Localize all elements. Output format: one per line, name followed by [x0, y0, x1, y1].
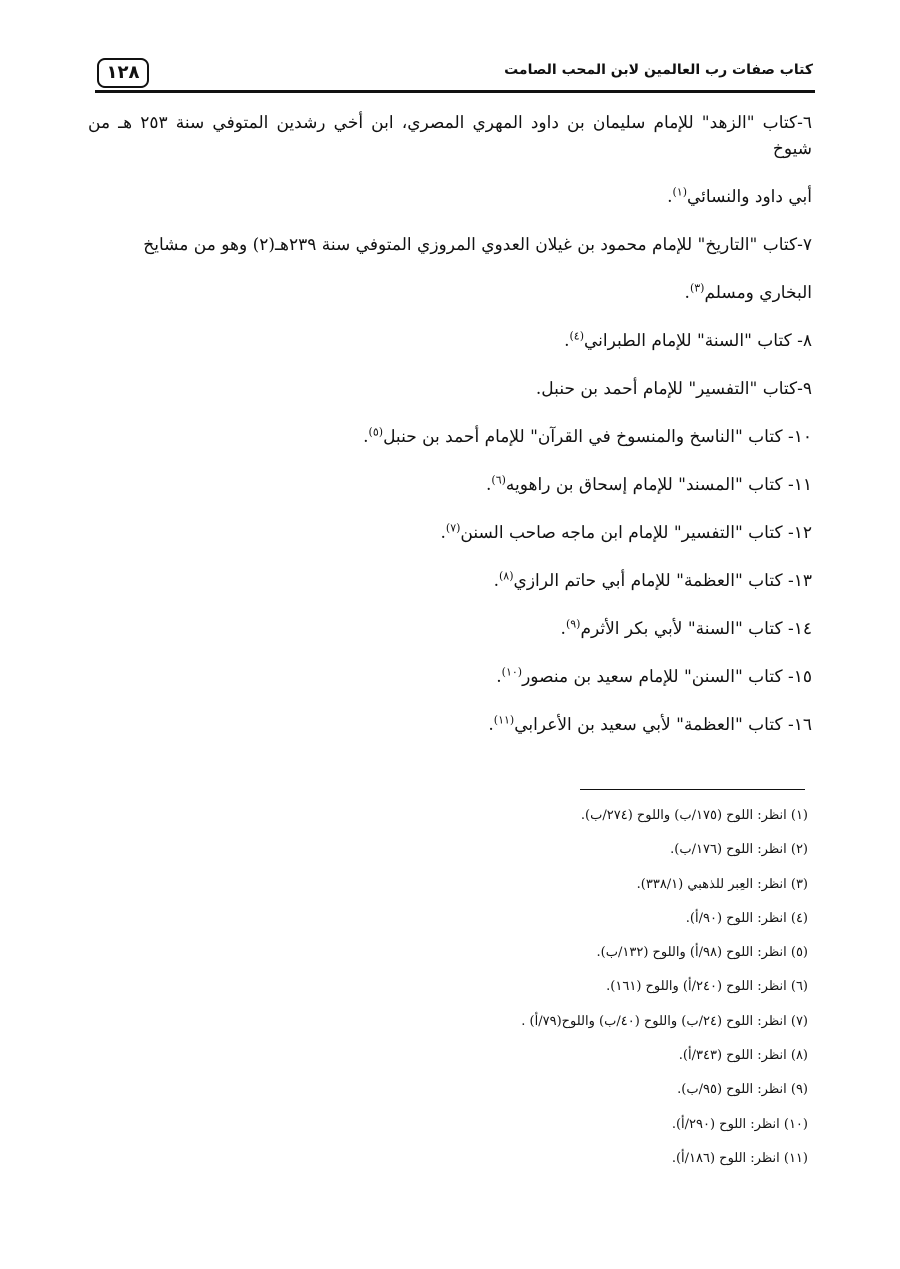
- sentence-end: .: [684, 283, 690, 303]
- list-item-line: ١٠- كتاب "الناسخ والمنسوخ في القرآن" للإمام أحمد بن حنبل$^{(٥)}$.: [363, 425, 812, 447]
- footnote: (٥) انظر: اللوح (٩٨/أ) واللوح (١٣٢/ب).: [596, 945, 808, 961]
- list-item-line: ٧-كتاب "التاريخ" للإمام محمود بن غيلان العدوي المروزي المتوفي سنة ٢٣٩هـ(٢) وهو من مشايخ: [143, 235, 812, 255]
- main-text: [88, 110, 812, 760]
- footnote: (٨) انظر: اللوح (٣٤٣/أ).: [678, 1048, 808, 1064]
- footnote-marker[interactable]: (٤): [569, 329, 585, 343]
- footnote-marker[interactable]: (٩): [565, 617, 581, 631]
- list-item: [88, 424, 812, 450]
- footnote-marker[interactable]: (٥): [368, 425, 384, 439]
- footnote-separator: [580, 789, 805, 790]
- header-rule: [95, 90, 815, 93]
- footnote: (٣) انظر: العِبر للذهبي (٣٣٨/١).: [636, 876, 808, 892]
- list-item: [88, 616, 812, 642]
- footnote-marker[interactable]: (١٠): [501, 665, 523, 679]
- footnote: (١٠) انظر: اللوح (٢٩٠/أ).: [671, 1116, 808, 1132]
- footnote-marker[interactable]: (٦): [491, 473, 506, 487]
- footnote: (١) انظر: اللوح (١٧٥/ب) واللوح (٢٧٤/ب).: [580, 808, 808, 823]
- footnote: (٩) انظر: اللوح (٩٥/ب).: [677, 1082, 808, 1098]
- list-item: [88, 232, 812, 306]
- list-item: [88, 568, 812, 594]
- sentence-end: .: [440, 523, 446, 543]
- list-item-line: ٨- كتاب "السنة" للإمام الطبراني$^{(٤)}$.: [564, 329, 812, 351]
- sentence-end: .: [564, 331, 570, 351]
- sentence-end: .: [486, 475, 492, 495]
- list-item-line: ١٥- كتاب "السنن" للإمام سعيد بن منصور$^{(١٠)}$.: [496, 665, 812, 687]
- list-item: [88, 376, 812, 402]
- list-item-line: ١٦- كتاب "العظمة" لأبي سعيد بن الأعرابي$^{(١١)}$.: [488, 713, 812, 735]
- list-item: [88, 664, 812, 690]
- running-title: كتاب صفات رب العالمين لابن المحب الصامت: [504, 62, 813, 78]
- list-item-line: ١٤- كتاب "السنة" لأبي بكر الأثرم$^{(٩)}$.: [560, 617, 812, 639]
- list-item-line: ١٣- كتاب "العظمة" للإمام أبي حاتم الرازي$^{(٨)}$.: [493, 569, 812, 591]
- list-item-line: البخاري ومسلم$^{(٣)}$.: [684, 281, 812, 303]
- list-item-line: ١١- كتاب "المسند" للإمام إسحاق بن راهويه$^{(٦)}$.: [486, 473, 812, 495]
- sentence-end: .: [493, 571, 499, 591]
- list-item-line: أبي داود والنسائي$^{(١)}$.: [667, 185, 812, 207]
- footnote: (٦) انظر: اللوح (٢٤٠/أ) واللوح (١٦١).: [606, 979, 808, 995]
- list-item: [88, 328, 812, 354]
- footnote: (١١) انظر: اللوح (١٨٦/أ).: [671, 1150, 808, 1166]
- list-item: [88, 110, 812, 210]
- sentence-end: .: [363, 427, 369, 447]
- list-item: [88, 712, 812, 738]
- footnote: (٤) انظر: اللوح (٩٠/أ).: [685, 910, 808, 926]
- list-item: [88, 472, 812, 498]
- footnote-marker[interactable]: (٨): [499, 569, 514, 583]
- list-item-line: ٩-كتاب "التفسير" للإمام أحمد بن حنبل.: [535, 379, 812, 399]
- footnote: (٧) انظر: اللوح (٢٤/ب) واللوح (٤٠/ب) واللوح(٧٩/أ) .: [521, 1013, 808, 1029]
- list-item-line: ٦-كتاب "الزهد" للإمام سليمان بن داود المهري المصري، ابن أخي رشدين المتوفي سنة ٢٥٣ هـ من شيوخ: [88, 113, 812, 159]
- footnote-marker[interactable]: (٣): [689, 281, 705, 295]
- footnote-marker[interactable]: (١١): [493, 713, 515, 727]
- sentence-end: .: [496, 667, 502, 687]
- sentence-end: .: [488, 715, 494, 735]
- list-item-line: ١٢- كتاب "التفسير" للإمام ابن ماجه صاحب السنن$^{(٧)}$.: [440, 521, 812, 543]
- sentence-end: .: [667, 187, 673, 207]
- footnote: (٢) انظر: اللوح (١٧٦/ب).: [670, 842, 808, 858]
- sentence-end: .: [560, 619, 566, 639]
- footnote-marker[interactable]: (٧): [445, 521, 461, 535]
- list-item: [88, 520, 812, 546]
- footnote-marker[interactable]: (١): [672, 185, 687, 199]
- page-number: ١٢٨: [97, 58, 149, 88]
- footnotes: [408, 804, 808, 1181]
- page-header: [95, 58, 815, 94]
